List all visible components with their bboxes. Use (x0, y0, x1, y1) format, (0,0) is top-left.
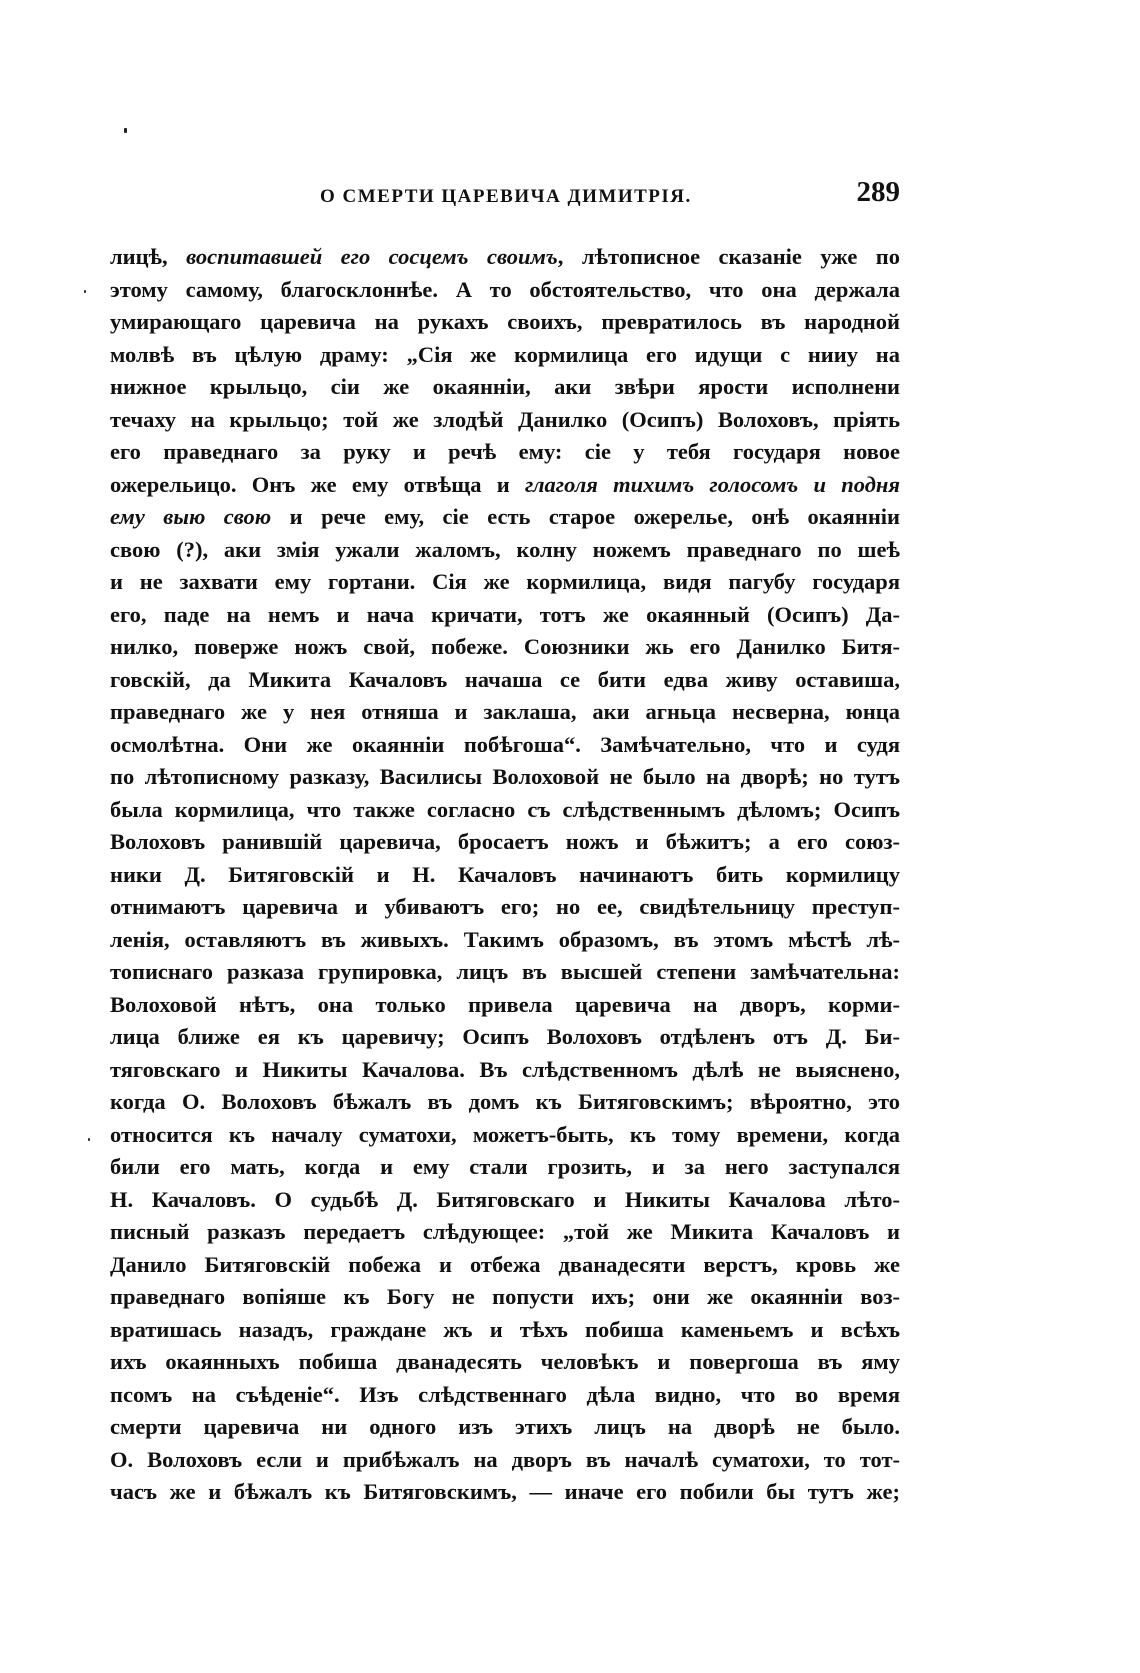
text-line (110, 274, 900, 307)
text-line (110, 1314, 900, 1347)
text-segment: и не захвати ему гортани. Сія же кормилица, видя пагубу государя (110, 569, 900, 594)
text-line (110, 469, 900, 502)
text-segment: Данило Битяговскій побежа и отбежа дванадесяти верстъ, кровь же (110, 1251, 900, 1277)
text-segment: лица ближе ея къ царевичу; Осипъ Волоховъ отдѣленъ отъ Д. Би- (110, 1024, 900, 1049)
text-segment: нилко, поверже ножъ свой, побеже. Союзники жь его Данилко Битя- (110, 634, 900, 659)
page-number: 289 (856, 176, 900, 208)
text-segment: праведнаго же у нея отняша и заклаша, аки агньца несверна, юнца (110, 699, 900, 724)
text-segment: праведнаго вопіяше къ Богу не попусти ихъ; они же окаяннiи воз- (110, 1284, 900, 1309)
text-segment: этому самому, благосклоннѣе. А то обстоятельство, что она держала (110, 276, 900, 302)
text-segment: ленія, оставляютъ въ живыхъ. Такимъ образомъ, въ этомъ мѣстѣ лѣ- (110, 926, 900, 952)
text-segment: тописнаго разказа групировка, лицъ въ высшей степени замѣчательна: (110, 959, 900, 984)
text-segment: умирающаго царевича на рукахъ своихъ, превратилось въ народной (110, 309, 900, 334)
text-line (110, 1476, 900, 1509)
text-line (110, 1379, 900, 1412)
text-line (110, 891, 900, 924)
text-segment: смерти царевича ни одного изъ этихъ лицъ на дворѣ не было. (110, 1414, 900, 1439)
text-line (110, 306, 900, 339)
ink-speck (88, 1138, 90, 1141)
text-segment: Н. Качаловъ. О судьбѣ Д. Битяговскаго и Никиты Качалова лѣто- (110, 1186, 900, 1212)
text-line (110, 339, 900, 372)
text-line (110, 241, 900, 274)
text-segment: ники Д. Битяговскій и Н. Качаловъ начинаютъ бить кормилицу (110, 861, 900, 887)
text-segment: вратишась назадъ, граждане жъ и тѣхъ побиша каменьемъ и всѣхъ (110, 1316, 900, 1342)
text-line (110, 794, 900, 827)
text-line (110, 1281, 900, 1314)
text-segment: часъ же и бѣжалъ къ Битяговскимъ, — иначе его побили бы тутъ же; (110, 1479, 900, 1504)
text-line (110, 696, 900, 729)
italic-text: глаголя тихимъ голосомъ и подня (524, 471, 900, 497)
text-line (110, 1151, 900, 1184)
text-line (110, 1444, 900, 1477)
text-line (110, 1054, 900, 1087)
text-segment: нижное крыльцо, сіи же окаяннiи, аки звѣри ярости исполнени (110, 374, 900, 399)
text-line (110, 1119, 900, 1152)
text-segment: лицѣ, (110, 244, 187, 269)
text-segment: О. Волоховъ если и прибѣжалъ на дворъ въ началѣ суматохи, то тот- (110, 1446, 900, 1472)
text-line (110, 534, 900, 567)
italic-text: ему выю свою (110, 504, 272, 529)
text-segment: его, паде на немъ и нача кричати, тотъ же окаянный (Осипъ) Да- (110, 601, 900, 627)
text-line (110, 859, 900, 892)
text-segment: Волоховъ ранившій царевича, бросаетъ ножъ и бѣжитъ; а его союз- (110, 829, 900, 854)
text-line (110, 1249, 900, 1282)
ink-speck (124, 128, 127, 133)
text-segment: псомъ на съѣденіе“. Изъ слѣдственнаго дѣла видно, что во время (110, 1381, 900, 1407)
text-line (110, 631, 900, 664)
text-line (110, 1346, 900, 1379)
text-line (110, 436, 900, 469)
text-segment: тяговскаго и Никиты Качалова. Въ слѣдственномъ дѣлѣ не выяснено, (110, 1056, 900, 1082)
text-line (110, 599, 900, 632)
text-line (110, 1184, 900, 1217)
text-segment: осмолѣтна. Они же окаяннiи побѣгоша“. Замѣчательно, что и судя (110, 731, 900, 757)
text-line (110, 566, 900, 599)
text-segment: , лѣтописное сказаніе уже по (557, 244, 900, 269)
text-line (110, 501, 900, 534)
text-line (110, 729, 900, 762)
body-text (110, 241, 900, 1509)
ink-speck (84, 290, 86, 293)
italic-text: воспитавшей его сосцемъ своимъ (186, 244, 558, 269)
text-segment: свою (?), аки змія ужали жаломъ, колну ножемъ праведнаго по шеѣ (110, 536, 900, 562)
text-segment: когда О. Волоховъ бѣжалъ въ домъ къ Битяговскимъ; вѣроятно, это (110, 1089, 900, 1114)
running-header (110, 176, 900, 220)
text-line (110, 1411, 900, 1444)
text-line (110, 989, 900, 1022)
running-title: О СМЕРТИ ЦАРЕВИЧА ДИМИТРІЯ. (320, 186, 692, 207)
text-segment: по лѣтописному разказу, Василисы Волоховой не было на дворѣ; но тутъ (110, 764, 900, 789)
text-segment: ихъ окаянныхъ побиша дванадесять человѣкъ и повергоша въ яму (110, 1349, 900, 1374)
text-line (110, 404, 900, 437)
text-line (110, 826, 900, 859)
text-segment: били его мать, когда и ему стали грозить, и за него заступался (110, 1154, 900, 1179)
text-segment: течаху на крыльцо; той же злодѣй Данилко (Осипъ) Волоховъ, пріять (110, 406, 900, 432)
text-line (110, 371, 900, 404)
text-segment: его праведнаго за руку и речѣ ему: сіе у тебя государя новое (110, 439, 900, 464)
text-line (110, 956, 900, 989)
text-line (110, 1021, 900, 1054)
text-segment: была кормилица, что также согласно съ слѣдственнымъ дѣломъ; Осипъ (110, 796, 900, 822)
text-segment: относится къ началу суматохи, можетъ-быть, къ тому времени, когда (110, 1121, 900, 1147)
text-line (110, 924, 900, 957)
text-segment: и рече ему, сіе есть старое ожерелье, онѣ окаяннiи (271, 504, 900, 529)
text-segment: говскій, да Микита Качаловъ начаша се бити едва живу оставиша, (110, 666, 900, 692)
text-line (110, 1086, 900, 1119)
text-segment: Волоховой нѣтъ, она только привела царевича на дворъ, корми- (110, 991, 900, 1017)
text-segment: ожерельицо. Онъ же ему отвѣща и (110, 471, 525, 497)
text-segment: писный разказъ передаетъ слѣдующее: „той же Микита Качаловъ и (110, 1219, 900, 1244)
text-line (110, 761, 900, 794)
text-segment: отнимаютъ царевича и убиваютъ его; но ее, свидѣтельницу преступ- (110, 894, 900, 919)
text-line (110, 664, 900, 697)
text-segment: молвѣ въ цѣлую драму: „Сія же кормилица его идущи с нииу на (110, 341, 900, 367)
text-line (110, 1216, 900, 1249)
